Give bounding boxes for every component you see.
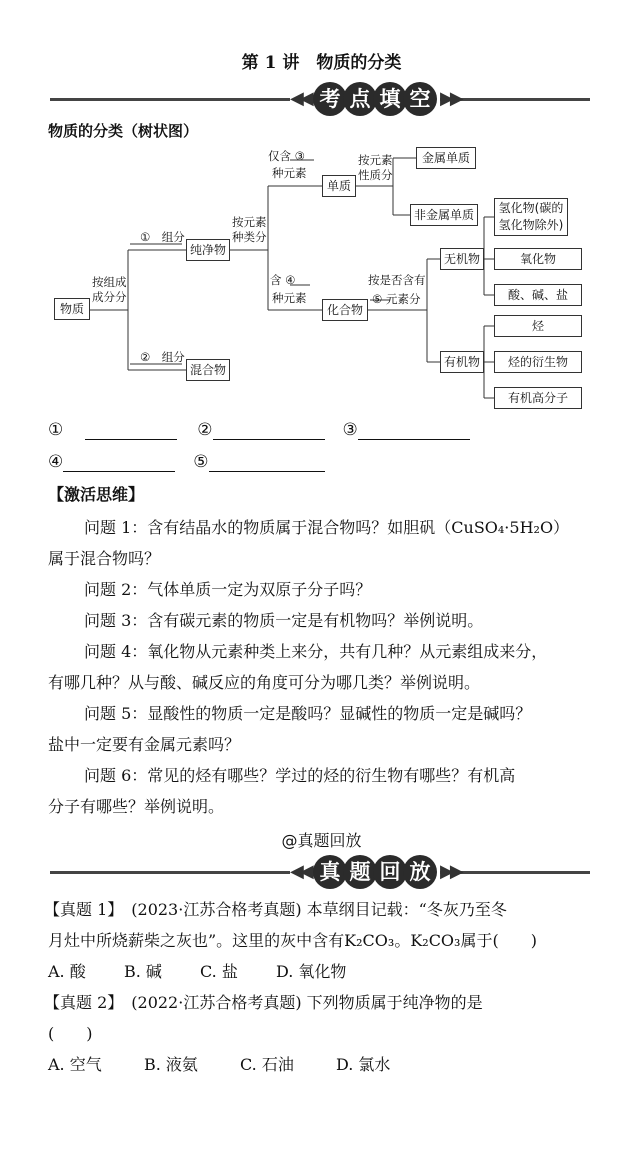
answer-blank-3[interactable] xyxy=(358,425,470,440)
banner-char: 真 xyxy=(313,855,347,889)
label-kinds-element-1: 种元素 xyxy=(272,166,307,180)
label-only-contains: 仅含 ③ xyxy=(268,149,305,163)
option-c[interactable]: C. 盐 xyxy=(200,962,238,981)
real-question-1-line-1: 【真题 1】 (2023·江苏合格考真题) 本草纲目记载：“冬灰乃至冬 xyxy=(44,900,507,919)
node-oxide: 氧化物 xyxy=(494,248,582,270)
question-1-line-2: 属于混合物吗？ xyxy=(48,549,161,568)
banner-char: 空 xyxy=(403,82,437,116)
node-metal-simple: 金属单质 xyxy=(416,147,476,169)
page-title: 第 1 讲 物质的分类 xyxy=(241,53,402,73)
node-acid-base-salt: 酸、碱、盐 xyxy=(494,284,582,306)
banner-char: 填 xyxy=(373,82,407,116)
banner-char: 题 xyxy=(343,855,377,889)
real-question-1-line-2: 月灶中所烧薪柴之灰也”。这里的灰中含有K₂CO₃。K₂CO₃属于( ) xyxy=(48,931,537,950)
node-organic: 有机物 xyxy=(440,351,484,373)
question-4-line-1: 问题 4：氧化物从元素种类上来分，共有几种？从元素组成来分， xyxy=(84,642,548,661)
option-c[interactable]: C. 石油 xyxy=(240,1055,294,1074)
option-a[interactable]: A. 酸 xyxy=(48,962,86,981)
question-5-line-1: 问题 5：显酸性的物质一定是酸吗？显碱性的物质一定是碱吗？ xyxy=(84,704,532,723)
activate-heading: 【激活思维】 xyxy=(48,485,145,504)
answer-blank-5[interactable] xyxy=(209,457,325,472)
question-5-line-2: 盐中一定要有金属元素吗？ xyxy=(48,735,241,754)
label-by-element-property: 按元素 性质分 xyxy=(358,153,393,182)
real-question-1-options xyxy=(48,956,638,987)
real-question-2-line-1: 【真题 2】 (2022·江苏合格考真题) 下列物质属于纯净物的是 xyxy=(44,993,483,1012)
section-banner-zhenti xyxy=(0,855,643,889)
question-6-line-2: 分子有哪些？举例说明。 xyxy=(48,797,225,816)
label-kinds-element-2: 种元素 xyxy=(272,291,307,305)
option-d[interactable]: D. 氧化物 xyxy=(276,962,347,981)
real-question-2-line-2: ( ) xyxy=(48,1024,93,1043)
blank-row-2 xyxy=(48,452,325,472)
blank-marker: ④ xyxy=(48,452,64,472)
label-by-contain: 按是否含有 xyxy=(368,273,426,287)
banner-line-left xyxy=(50,871,290,874)
option-b[interactable]: B. 碱 xyxy=(124,962,162,981)
node-compound: 化合物 xyxy=(322,299,368,321)
banner-char: 放 xyxy=(403,855,437,889)
blank-row-1 xyxy=(48,420,470,440)
node-simple-substance: 单质 xyxy=(322,175,356,197)
real-exam-anchor-label: @真题回放 xyxy=(281,831,362,850)
node-substance: 物质 xyxy=(54,298,90,320)
blank-marker: ① xyxy=(48,420,64,440)
node-hydrocarbon: 烃 xyxy=(494,315,582,337)
question-1-line-1: 问题 1：含有结晶水的物质属于混合物吗？如胆矾（CuSO₄·5H₂O） xyxy=(84,518,570,537)
node-pure-substance: 纯净物 xyxy=(186,239,230,261)
answer-blank-1[interactable] xyxy=(85,425,177,440)
banner-arrows-right: ▶▶ xyxy=(440,88,460,109)
label-by-composition: 按组成 成分分 xyxy=(92,275,127,304)
node-hydrocarbon-derivative: 烃的衍生物 xyxy=(494,351,582,373)
label-mixture-components: ② 组分 xyxy=(140,350,185,364)
answer-blank-2[interactable] xyxy=(213,425,325,440)
banner-char: 考 xyxy=(313,82,347,116)
label-contains: 含 ④ xyxy=(270,273,296,287)
question-2: 问题 2：气体单质一定为双原子分子吗？ xyxy=(84,580,372,599)
blank-marker: ② xyxy=(197,420,213,440)
node-nonmetal-simple: 非金属单质 xyxy=(410,204,478,226)
section-subtitle: 物质的分类（树状图） xyxy=(48,122,199,140)
banner-char: 回 xyxy=(373,855,407,889)
question-6-line-1: 问题 6：常见的烃有哪些？学过的烃的衍生物有哪些？有机高 xyxy=(84,766,516,785)
question-4-line-2: 有哪几种？从与酸、碱反应的角度可分为哪几类？举例说明。 xyxy=(48,673,481,692)
banner-arrows-right: ▶▶ xyxy=(440,861,460,882)
banner-char: 点 xyxy=(343,82,377,116)
option-b[interactable]: B. 液氨 xyxy=(144,1055,198,1074)
question-3: 问题 3：含有碳元素的物质一定是有机物吗？举例说明。 xyxy=(84,611,484,630)
label-by-element-type: 按元素 种类分 xyxy=(232,215,267,244)
node-mixture: 混合物 xyxy=(186,359,230,381)
node-hydride: 氢化物(碳的 氢化物除外) xyxy=(494,198,568,236)
node-inorganic: 无机物 xyxy=(440,248,484,270)
banner-arrows-left: ◀◀ xyxy=(290,861,310,882)
activate-questions xyxy=(48,512,638,822)
blank-marker: ⑤ xyxy=(193,452,209,472)
banner-line-right xyxy=(440,871,590,874)
label-element-5: ⑤ 元素分 xyxy=(372,292,421,306)
real-question-2-options xyxy=(48,1049,638,1080)
label-pure-components: ① 组分 xyxy=(140,230,185,244)
option-a[interactable]: A. 空气 xyxy=(48,1055,102,1074)
node-organic-polymer: 有机高分子 xyxy=(494,387,582,409)
option-d[interactable]: D. 氯水 xyxy=(336,1055,391,1074)
banner-arrows-left: ◀◀ xyxy=(290,88,310,109)
real-exam-questions xyxy=(44,894,638,1080)
blank-marker: ③ xyxy=(342,420,358,440)
answer-blank-4[interactable] xyxy=(63,457,175,472)
